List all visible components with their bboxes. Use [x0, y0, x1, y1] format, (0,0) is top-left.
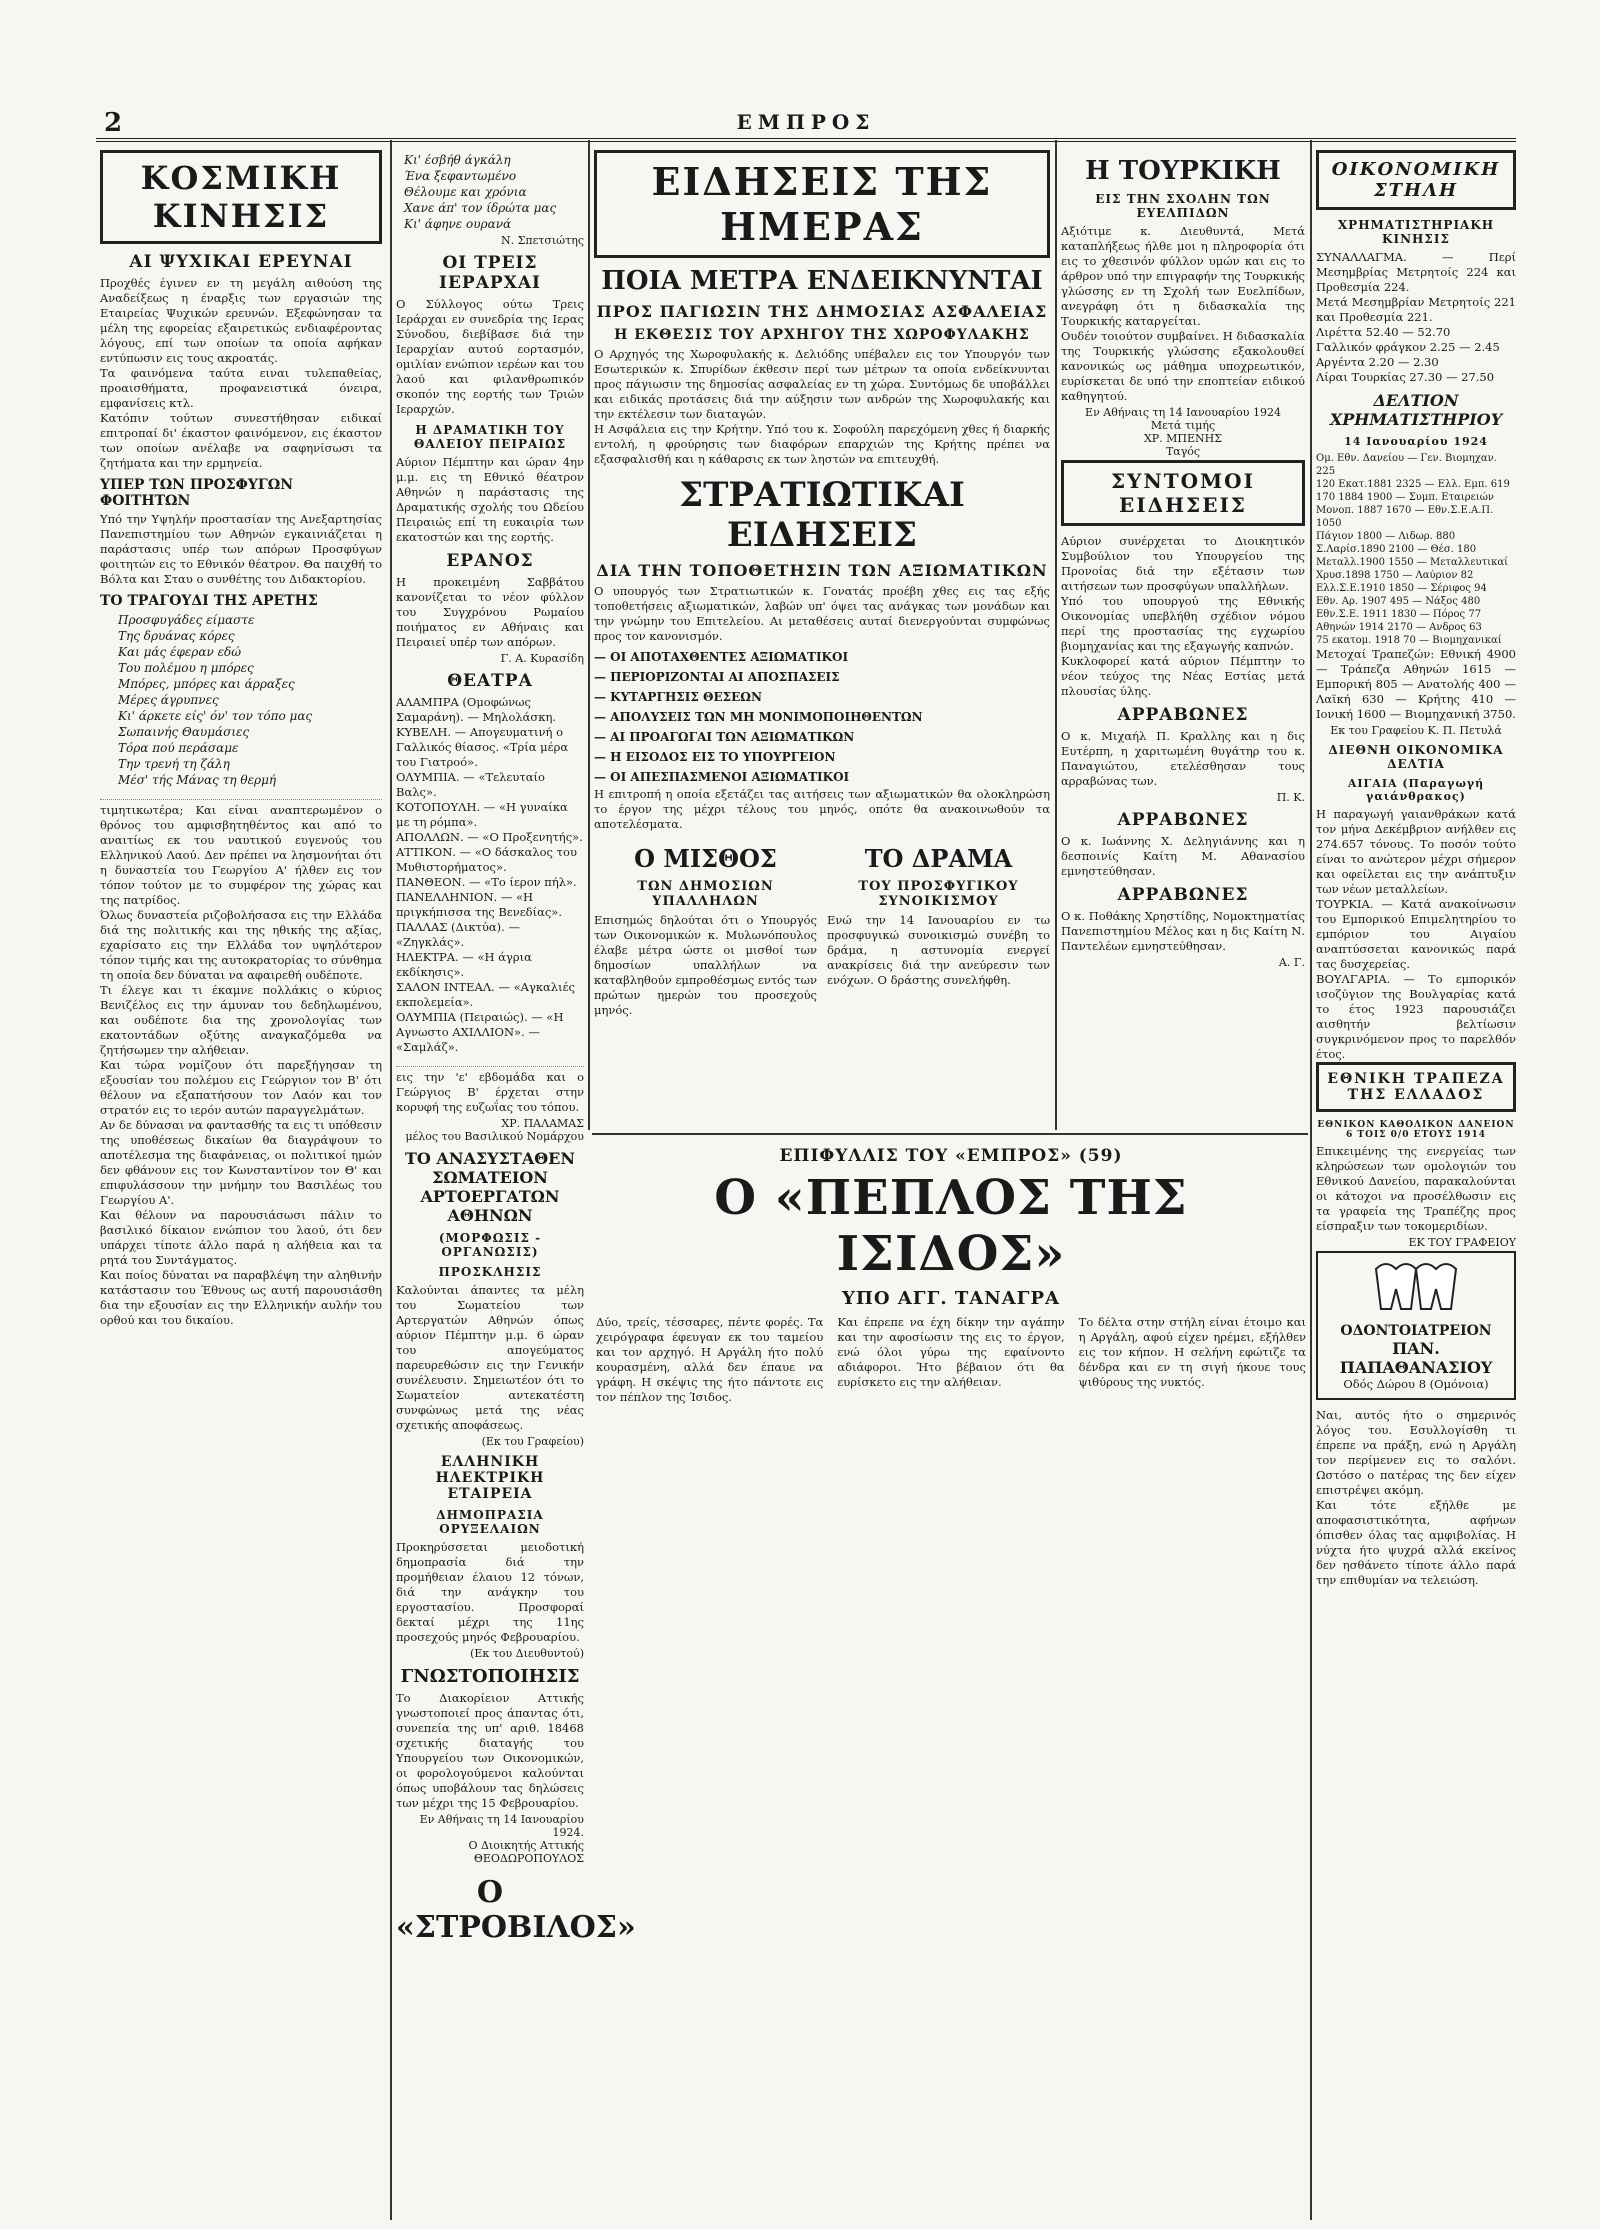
column-economic: [1316, 150, 1516, 2220]
column-rule: [588, 140, 590, 1130]
signature: Εν Αθήναις τη 14 Ιανουαρίου 1924. Ο Διοικητής Αττικής ΘΕΟΔΩΡΟΠΟΥΛΟΣ: [419, 1813, 584, 1865]
article-text: Αξιότιμε κ. Διευθυντά, Μετά καταπλήξεως ήλθε μοι η πληροφορία ότι εις το χθεσινόν φύλλον υμών και εις το άρθρον υπό την επιγραφήν της Τουρκικής γλώσσης εν τη Σχολή των Ευελπίδων, ανεγράφη ότι η διδασκαλία της Τουρκικής καταργείται.: [1061, 224, 1305, 328]
divider: [100, 791, 382, 800]
article-text: Καλούνται άπαντες τα μέλη του Σωματείου των Αρτεργατών Αθηνών όπως αύριον Πέμπτην μ.μ. 6 ώραν του απογεύματος παρευρεθώσιν εις την Γενικήν συνέλευσιν. Σημειωτέον ότι το Σωματείον αντεκατέστη συνφώνως μετά της νέας σχετικής αποφάσεως.: [396, 1283, 584, 1432]
article-text: τιμητικωτέρα; Και είναι αναπτερωμένον ο θρόνος του αμφισβητηθέντος και από το αναιτίως εκ του ναυτικού ευγενούς του Ελληνικού Λαού. Δεν πρέπει να λησμονήται ότι η δυναστεία του Γεωργίου Α' ήλθεν εις τον τόπον τούτον με το συμφέρον της χώρας και της πατρίδος.: [100, 803, 382, 907]
headline: Η ΤΟΥΡΚΙΚΗ: [1085, 156, 1281, 186]
subheading: ΑΡΡΑΒΩΝΕΣ: [1117, 810, 1249, 830]
headline: ΤΟ ΔΡΑΜΑ: [864, 844, 1013, 873]
subheading: Η ΔΡΑΜΑΤΙΚΗ ΤΟΥ ΘΑΛΕΙΟΥ ΠΕΙΡΑΙΩΣ: [413, 423, 567, 451]
subheading: ΕΡΑΝΟΣ: [446, 551, 534, 571]
article-text: Προχθές έγινεν εν τη μεγάλη αιθούση της Αναδείξεως η έναρξις των εργασιών της Εταιρείας Ψυχικών ερευνών. Εξεφώνησαν τα μέλη της εφορείας εξαιρετικώς ενδιαφέροντας λόγους, επί των οποίων τα οποία αφήκαν εντύπωσιν εις τους ακροατάς.: [100, 276, 382, 365]
article-text: Τι έλεγε και τι έκαμνε πολλάκις ο κύριος Βενιζέλος εις την άμυναν του δεδηλωμένου, και ουδέποτε δια της χρονολογίας των εκατοντάδων οξύτης αναγκαζόμεθα να ζητήσωμεν την αλήθειαν.: [100, 983, 382, 1057]
date-line: 14 Ιανουαρίου 1924: [1344, 435, 1488, 448]
article-text: Και τότε εξήλθε με αποφασιστικότητα, αφήνων όπισθεν όλας τας αμφιβολίας. Η νύχτα ήτο ψυχρά αλλά εκείνος δεν ησθάνετο τίποτε άλλο παρά την επιθυμίαν να τελειώση.: [1316, 1498, 1516, 1587]
subheading: ΕΘΝΙΚΟΝ ΚΑΘΟΛΙΚΟΝ ΔΑΝΕΙΟΝ 6 ΤΟΙΣ 0/0 ΕΤΟΥΣ 1914: [1317, 1120, 1515, 1140]
column-cosmic: [100, 150, 382, 2220]
section-header-brief: ΣΥΝΤΟΜΟΙ ΕΙΔΗΣΕΙΣ: [1061, 460, 1305, 526]
signature: (Εκ του Γραφείου): [481, 1435, 584, 1448]
exchange-rates: Λιρέττα 52.40 — 52.70 Γαλλικόν φράγκον 2.25 — 2.45 Αργέντα 2.20 — 2.30 Λίραι Τουρκίας 27.30 — 27.50: [1316, 325, 1500, 384]
signature: Α. Γ.: [1278, 956, 1305, 969]
article-text: Επικειμένης της ενεργείας των κληρώσεων των ομολογιών του Εθνικού Δανείου, παρακαλούνται οι κάτοχοι να προσέλθωσιν εις τα γραφεία της Τραπέζης προς είσπραξιν των τοκομεριδίων.: [1316, 1144, 1516, 1233]
subheading: ΕΛΛΗΝΙΚΗ ΗΛΕΚΤΡΙΚΗ ΕΤΑΙΡΕΙΑ: [435, 1454, 545, 1502]
feuilleton: [596, 1140, 1306, 2220]
subheading: — ΑΙ ΠΡΟΑΓΩΓΑΙ ΤΩΝ ΑΞΙΩΜΑΤΙΚΩΝ: [594, 730, 855, 744]
article-text: Αύριον Πέμπτην και ώραν 4ην μ.μ. εις τη Εθνικό θέατρον Αθηνών η παράστασις της Δραματικής σχολής του Ωδείου Πειραιώς επί τη ευκαιρία των εκατοστών και της εορτής.: [396, 455, 584, 544]
subheading: ΑΡΡΑΒΩΝΕΣ: [1117, 885, 1249, 905]
article-text: Η Ασφάλεια εις την Κρήτην. Υπό του κ. Σοφούλη παρεχόμενη χθες ή διαρκής εντολή, η φρούρησις των διαφόρων επαρχιών της Κρήτης πρέπει να εξασφαλισθή και η κάθαρσις εκ των ληστών να επιτευχθή.: [594, 422, 1050, 466]
poem: Προσφυγάδες είμαστε Της δρυάνας κόρες Και μάς έφεραν εδώ Του πολέμου η μπόρες Μπόρες, μπόρες και άρραξες Μέρες άγρυπνες Κι' άρκετε είς' όν' τον τόπο μας Σωπαινής Θαυμάσιες Τόρα πού περάσαμε Την τρενή τη ζάλη Μέσ' τής Μάνας τη θερμή: [118, 613, 313, 787]
article-text: Ο υπουργός των Στρατιωτικών κ. Γονατάς προέβη χθες εις τας εξής τοποθετήσεις αξιωματικών, λαβών υπ' όψει τας ανάγκας των μονάδων και την γνώμην του Επιτελείου. Αι μεταθέσεις αυταί διενεργούνται συμφώνως προς τον κανονισμόν.: [594, 584, 1050, 643]
feuilleton-author: ΥΠΟ ΑΓΓ. ΤΑΝΑΓΡΑ: [842, 1288, 1060, 1309]
article-text: Η παραγωγή γαιανθράκων κατά τον μήνα Δεκέμβριον ανήλθεν εις 274.657 τόνους. Το ποσόν τούτο είναι το ανώτερον μέχρι σήμερον και οφείλεται εις την ανάπτυξιν των νέων μεταλλείων.: [1316, 807, 1516, 896]
article-text: ΤΟΥΡΚΙΑ. — Κατά ανακοίνωσιν του Εμπορικού Επιμελητηρίου το εμπόριον του Αιγαίου αναπτύσσεται κανονικώς παρά τας δυσχερείας.: [1316, 897, 1516, 971]
column-misc: [396, 150, 636, 2220]
article-text: Δύο, τρείς, τέσσαρες, πέντε φορές. Τα χειρόγραφα έφευγαν εκ του ταμείου και τον αρχηγό. Η Αργάλη ήτο πολύ κουρασμένη, αλλά δεν έπαυε να γράφη. Η σκέψις της ήτο πάντοτε εις τον πέπλον της Ίσιδος.: [596, 1315, 824, 1404]
headline: ΣΤΡΑΤΙΩΤΙΚΑΙ ΕΙΔΗΣΕΙΣ: [679, 475, 965, 555]
headline: Ο ΜΙΣΘΟΣ: [634, 844, 777, 873]
stock-table: Ομ. Εθν. Δανείου — Γεν. Βιομηχαν. 225 120 Εκατ.1881 2325 — Ελλ. Εμπ. 619 170 1884 1900 — Συμπ. Εταιρειών Μονοπ. 1887 1670 — Εθν.Σ.Ε.Α.Π. 1050 Πάγιον 1800 — Λιδωρ. 880 Σ.Λαρίσ.1890 2100 — Θέσ. 180 Μεταλλ.1900 1550 — Μεταλλευτικαί Χρυσ.1898 1750 — Λαύριον 82 Ελλ.Σ.Ε.1910 1850 — Σέριφος 94 Εθν. Αρ. 1907 495 — Νάξος 480 Εθν.Σ.Ε. 1911 1830 — Πόρος 77 Αθηνών 1914 2170 — Ανδρος 63 75 εκατομ. 1918 70 — Βιομηχανικαί: [1316, 453, 1510, 646]
signature: Ν. Σπετσιώτης: [500, 234, 584, 247]
headline-sub: ΤΩΝ ΔΗΜΟΣΙΩΝ ΥΠΑΛΛΗΛΩΝ: [637, 879, 774, 909]
column-turkish: [1061, 150, 1305, 1130]
page-number: 2: [104, 108, 123, 138]
subheading: ΑΙΓΑΙΑ (Παραγωγή γαιάνθρακος): [1347, 777, 1485, 803]
article-text: Μετοχαί Τραπεζών: Εθνική 4900 — Τράπεζα Αθηνών 1615 — Εμπορική 805 — Ανατολής 400 — Λαϊκή 630 — Κρήτης 410 — Ιονική 1600 — Βιομηχανική 3750.: [1316, 647, 1516, 721]
subheading: ΤΟ ΑΝΑΣΥΣΤΑΘΕΝ ΣΩΜΑΤΕΙΟΝ ΑΡΤΟΕΡΓΑΤΩΝ ΑΘΗΝΩΝ: [405, 1149, 575, 1225]
article-text: Η προκειμένη Σαββάτου κανονίζεται το νέον φύλλον του Συγχρόνου Ρωμαίου ποιήματος εν Αθήναις και Πειραιεί υπέρ των απόρων.: [396, 575, 584, 649]
headline-sub: Η ΕΚΘΕΣΙΣ ΤΟΥ ΑΡΧΗΓΟΥ ΤΗΣ ΧΩΡΟΦΥΛΑΚΗΣ: [614, 327, 1030, 343]
subheading: ΠΡΟΣΚΛΗΣΙΣ: [438, 1265, 542, 1279]
subheading: — ΟΙ ΑΠΕΣΠΑΣΜΕΝΟΙ ΑΞΙΩΜΑΤΙΚΟΙ: [594, 770, 850, 784]
subheading: — ΚΥΤΑΡΓΗΣΙΣ ΘΕΣΕΩΝ: [594, 690, 762, 704]
signature: (Εκ του Διευθυντού): [470, 1647, 584, 1660]
tooth-icon: [1356, 1259, 1476, 1319]
newspaper-name: ΕΜΠΡΟΣ: [736, 110, 876, 134]
article-text: Υπό του υπουργού της Εθνικής Οικονομίας υπεβλήθη σχέδιον νόμου περί της προστασίας της εγχωρίου βιομηχανίας και της εξαγωγής καπνών.: [1061, 594, 1305, 653]
news-bottom-row: [594, 838, 1050, 1018]
advert-line: ΟΔΟΝΤΟΙΑΤΡΕΙΟΝ: [1340, 1323, 1492, 1339]
article-text: Το Διακορίειον Αττικής γνωστοποιεί προς άπαντας ότι, συνεπεία της υπ' αριθ. 18468 σχετικής διαταγής του Υπουργείου των Οικονομικών, οι φορολογούμενοι καλούνται όπως υποβάλουν τας δηλώσεις των μέχρι της 15 Φεβρουαρίου.: [396, 1691, 584, 1810]
article-text: εις την 'ε' εβδομάδα και ο Γεώργιος Β' έρχεται στην κορυφή της ευζωΐας του τόπου.: [396, 1070, 584, 1114]
subheading: ΟΙ ΤΡΕΙΣ ΙΕΡΑΡΧΑΙ: [439, 253, 541, 293]
subheading: ΑΙ ΨΥΧΙΚΑΙ ΕΡΕΥΝΑΙ: [129, 252, 353, 272]
subheading: ΘΕΑΤΡΑ: [447, 671, 533, 691]
column-rule: [1310, 140, 1312, 2220]
article-text: Ενώ την 14 Ιανουαρίου εν τω προσφυγικώ συνοικισμώ συνέβη το δράμα, η αστυνομία ενεργεί ανακρίσεις διά την ανεύρεσιν των ενόχων. Ο δράστης συνελήφθη.: [827, 913, 1050, 987]
headline-sub: ΔΙΑ ΤΗΝ ΤΟΠΟΘΕΤΗΣΙΝ ΤΩΝ ΑΞΙΩΜΑΤΙΚΩΝ: [596, 561, 1048, 580]
article-text: Επισημώς δηλούται ότι ο Υπουργός των Οικονομικών κ. Μυλωνόπουλος έλαβε μέτρα ώστε οι μισθοί των δημοσίων υπαλλήλων να καταβληθούν εμπροθέσμως εντός των πρώτων ημερών του προσεχούς μηνός.: [594, 913, 817, 1017]
dentist-advert: [1316, 1251, 1516, 1400]
headline: ΔΕΛΤΙΟΝ ΧΡΗΜΑΤΙΣΤΗΡΙΟΥ: [1329, 391, 1503, 429]
masthead: [96, 108, 1516, 142]
feuilleton-title: Ο «ΠΕΠΛΟΣ ΤΗΣ ΙΣΙΔΟΣ»: [714, 1170, 1188, 1282]
article-text: Ο κ. Μιχαήλ Π. Κραλλης και η δις Ευτέρπη, η χαριτωμένη θυγάτηρ του κ. Παναγιώτου, ετελέσθησαν τους αρραβώνας των.: [1061, 729, 1305, 788]
signature: Π. Κ.: [1276, 791, 1305, 804]
headline-sub: ΕΙΣ ΤΗΝ ΣΧΟΛΗΝ ΤΩΝ ΕΥΕΛΠΙΔΩΝ: [1095, 192, 1271, 220]
article-text: Αύριον συνέρχεται το Διοικητικόν Συμβούλιον του Υπουργείου της Προνοίας διά την εξέτασιν των αιτήσεων των προσφύγων υπαλλήλων.: [1061, 534, 1305, 593]
column-rule: [390, 140, 392, 2220]
article-text: Ο Σύλλογος ούτω Τρεις Ιεράρχαι εν συνεδρία της Ιερας Σύνοδου, διεβίβασε διά την Ιεραρχίαν αυτού εορτασμόν, ομιλίαν ενώπιον ιερέων και του λαού και φιλανθρωπικόν σκοπόν της εορτής των Τριών Ιεραρχών.: [396, 297, 584, 416]
poem-title: ΤΟ ΤΡΑΓΟΥΔΙ ΤΗΣ ΑΡΕΤΗΣ: [100, 593, 318, 609]
article-text: Και τώρα νομίζουν ότι παρεξήγησαν τη εξουσίαν του πολέμου εις Γεώργιον τον Β' ότι θέλουν να εξαπατήσουν τον Λαόν και τον στρατόν εις το ιερόν αυτών παραγγελμάτων.: [100, 1058, 382, 1117]
subheading: ΑΡΡΑΒΩΝΕΣ: [1117, 705, 1249, 725]
article-text: Υπό την Υψηλήν προστασίαν της Ανεξαρτησίας Πανεπιστημίου των Αθηνών εγκαινιάζεται η παράστασις υπέρ των απόρων Προσφύγων φοιτητών εις το Εθνικόν θέατρον. Θα παιχθή το Βόλτα και Σταυ ο συνθέτης του Διδακτορίου.: [100, 512, 382, 586]
poem-continued: Κι' έσβήθ άγκάλη Ένα ξεφαντωμένο Θέλουμε και χρόνια Χανε άπ' τον ίδρώτα μας Κι' άφηνε ουρανά: [404, 153, 557, 231]
article-text: Προκηρύσσεται μειοδοτική δημοπρασία διά την προμήθειαν έλαιου 12 τόνων, διά την ανάγκην του εργοστασίου. Προσφοραί δεκταί μέχρι της 11ης προσεχούς μηνός Φεβρουαρίου.: [396, 1540, 584, 1644]
subheading: — ΠΕΡΙΟΡΙΖΟΝΤΑΙ ΑΙ ΑΠΟΣΠΑΣΕΙΣ: [594, 670, 840, 684]
signature: Εν Αθήναις τη 14 Ιανουαρίου 1924 Μετά τιμής ΧΡ. ΜΠΕΝΗΣ Ταγός: [1085, 406, 1281, 458]
column-news: [594, 150, 1050, 1130]
article-text: Και ποίος δύναται να παραβλέψη την αληθινήν κατάστασιν του Έθνους ως αυτή παρουσιάσθη δια την εξουσίαν εις την Ελληνικήν αυλήν του ορθού και του δικαίου.: [100, 1268, 382, 1327]
subheading: — ΑΠΟΛΥΣΕΙΣ ΤΩΝ ΜΗ ΜΟΝΙΜΟΠΟΙΗΘΕΝΤΩΝ: [594, 710, 923, 724]
article-text: Τα φαινόμενα ταύτα ειναι τυλεπαθείας, προαισθήματα, προφανειστικά όνειρα, εμφανίσεις κτλ.: [100, 366, 382, 410]
signature: ΧΡ. ΠΑΛΑΜΑΣ μέλος του Βασιλικού Νομάρχου: [405, 1117, 584, 1143]
article-text: Η επιτροπή η οποία εξετάζει τας αιτήσεις των αξιωματικών θα ολοκληρώση το έργον της μέχρι τέλους του μηνός, οπότε θα ανακοινωθούν τα αποτελέσματα.: [594, 787, 1050, 831]
article-text: Και θέλουν να παρουσιάσωσι πάλιν το βασιλικό δίκαιον ενώπιον του λαού, ότι δεν υπάρχει τίποτε άλλο παρά η αλήθεια και τα ρητά του Συντάγματος.: [100, 1208, 382, 1267]
article-text: Ναι, αυτός ήτο ο σημερινός λόγος του. Εσυλλογίσθη τι έπρεπε να πράξη, ενώ η Αργάλη τον περίμενεν εις το σαλόνι. Ωστόσο ο πατέρας της δεν είχεν επιστρέψει ακόμη.: [1316, 1408, 1516, 1497]
section-header-cosmic: ΚΟΣΜΙΚΗ ΚΙΝΗΣΙΣ: [100, 150, 382, 244]
subheading: ΓΝΩΣΤΟΠΟΙΗΣΙΣ: [400, 1666, 580, 1687]
article-text: Όλως δυναστεία ριζοβολήσασα εις την Ελλάδα διά της πολιτικής και της ηθικής της αξίας, εχαρίσατο εις την Ελλάδα τον υψηλότερον τόπον τιμής και της αυτοκρατορίας το σύνθημα τη οποία δεν δύναται να αφαιρεθή ουδέποτε.: [100, 908, 382, 982]
article-text: Ο κ. Ποθάκης Χρηστίδης, Νομοκτηματίας Πανεπιστημίου Μέλος και η δις Καίτη Ν. Παντελέων εμνηστεύθησαν.: [1061, 909, 1305, 953]
advert-line: Οδός Δώρου 8 (Ομόνοια): [1343, 1377, 1489, 1391]
article-text: Το δέλτα στην στήλη είναι έτοιμο και η Αργάλη, αφού είχεν ηρέμει, εξήλθεν εις τον κήπον. Η σελήνη εφώτιζε τα δένδρα και εν τη σιγή ήκουε τους ψιθύρους της νυκτός.: [1078, 1315, 1306, 1389]
article-text: Αν δε δύνασαι να φαντασθής τα εις τι υπόθεσιν της υποθέσεως δικαίων θα διαγράψουν το αποτέλεσμα της διαφάνειας, οι πολιτικοί ημών δεν φθάνουν εις τον Κωνσταντίνον τον Θ' και επιφυλάσσουν την μνήμην του Βασιλέως του Γεωργίου Α'.: [100, 1118, 382, 1207]
section-header-economic: ΟΙΚΟΝΟΜΙΚΗ ΣΤΗΛΗ: [1316, 150, 1516, 210]
advert-strovilos: Ο «ΣΤΡΟΒΙΛΟΣ»: [396, 1875, 636, 1945]
subheading: ΔΙΕΘΝΗ ΟΙΚΟΝΟΜΙΚΑ ΔΕΛΤΙΑ: [1328, 743, 1504, 771]
signature: Γ. Α. Κυρασίδη: [500, 652, 584, 665]
subheading: ΧΡΗΜΑΤΙΣΤΗΡΙΑΚΗ ΚΙΝΗΣΙΣ: [1337, 218, 1495, 246]
article-text: ΣΥΝΑΛΛΑΓΜΑ. — Περί Μεσημβρίας Μετρητοίς 224 και Προθεσμία 224. Μετά Μεσημβρίαν Μετρητοίς 221 και Προθεσμία 221.: [1316, 250, 1516, 324]
drama-article: [827, 838, 1050, 1018]
article-text: Και έπρεπε να έχη δίκην την αγάπην και την αφοσίωσιν της εις το έργον, ενώ όλοι γύρω της εφαίνοντο αδιάφοροι. Ήτο βέβαιον ότι θα ευρίσκετο εις την αλήθειαν.: [837, 1315, 1065, 1389]
salary-article: [594, 838, 817, 1018]
advert-line: ΠΑΝ. ΠΑΠΑΘΑΝΑΣΙΟΥ: [1339, 1339, 1493, 1377]
subheading: ΔΗΜΟΠΡΑΣΙΑ ΟΡΥΞΕΛΑΙΩΝ: [436, 1508, 544, 1536]
subheading: — Η ΕΙΣΟΔΟΣ ΕΙΣ ΤΟ ΥΠΟΥΡΓΕΙΟΝ: [594, 750, 836, 764]
article-text: ΒΟΥΛΓΑΡΙΑ. — Το εμπορικόν ισοζύγιον της Βουλγαρίας κατά το έτος 1923 παρουσιάζει αισθητήν βελτίωσιν συγκρινόμενον προς το παρελθόν έτος.: [1316, 972, 1516, 1061]
article-text: Κυκλοφορεί κατά αύριον Πέμπτην το νέον τεύχος της Νέας Εστίας μετά πλουσίας ύλης.: [1061, 654, 1305, 698]
column-rule: [1055, 140, 1057, 1130]
section-rule: [592, 1133, 1308, 1135]
bank-header: ΕΘΝΙΚΗ ΤΡΑΠΕΖΑ ΤΗΣ ΕΛΛΑΔΟΣ: [1316, 1062, 1516, 1112]
section-header-news: ΕΙΔΗΣΕΙΣ ΤΗΣ ΗΜΕΡΑΣ: [594, 150, 1050, 258]
source-note: Εκ του Γραφείου Κ. Π. Πετυλά: [1330, 724, 1502, 737]
subheading: — ΟΙ ΑΠΟΤΑΧΘΕΝΤΕΣ ΑΞΙΩΜΑΤΙΚΟΙ: [594, 650, 849, 664]
article-text: Ο Αρχηγός της Χωροφυλακής κ. Δελιόδης υπέβαλεν εις τον Υπουργόν των Εσωτερικών κ. Σπυρίδων έκθεσιν περί των μέτρων τα οποία ενδείκνυνται προς πάγιωσιν της δημοσίας ασφαλείας εν τη χώρα. Συντόμως δε υποβάλλει και ειδικάς προτάσεις διά την αύξησιν των ανδρών της Χωροφυλακής και την εκτέλεσιν των διαταγών.: [594, 347, 1050, 421]
theatre-listings: ΑΛΑΜΠΡΑ (Ομοφώνως Σαμαράνη). — Μηλολάσκη. ΚΥΒΕΛΗ. — Απογευματινή ο Γαλλικός θίασος. «Τρία μέρα του Γιατροό». ΟΛΥΜΠΙΑ. — «Τελευταίο Βαλς». ΚΟΤΟΠΟΥΛΗ. — «Η γυναίκα με τη ρόμπα». ΑΠΟΛΛΩΝ. — «Ο Προξενητής». ΑΤΤΙΚΟΝ. — «Ο δάσκαλος του Μυθιστορήματος». ΠΑΝΘΕΟΝ. — «Το ίερον πήλ». ΠΑΝΕΛΛΗΝΙΟΝ. — «Η πριγκήπισσα της Βενεδίας». ΠΑΛΛΑΣ (Δικτύα). — «Ζηγκλάς». ΗΛΕΚΤΡΑ. — «Η άγρια εκδίκησις». ΣΑΛΟΝ ΙΝΤΕΑΛ. — «Αγκαλιές εκπολεμεία». ΟΛΥΜΠΙΑ (Πειραιώς). — «Η Αγνωστο ΑΧΙΛΛΙΟΝ». — «Σαμλάζ».: [396, 695, 583, 1054]
headline: ΠΟΙΑ ΜΕΤΡΑ ΕΝΔΕΙΚΝΥΝΤΑΙ: [601, 266, 1043, 296]
feuilleton-body: [596, 1315, 1306, 1405]
feuilleton-label: ΕΠΙΦΥΛΛΙΣ ΤΟΥ «ΕΜΠΡΟΣ» (59): [779, 1146, 1123, 1166]
article-text: Ο κ. Ιωάννης Χ. Δεληγιάννης και η δεσποινίς Καίτη Μ. Αθανασίου εμνηστεύθησαν.: [1061, 834, 1305, 878]
signature: ΕΚ ΤΟΥ ΓΡΑΦΕΙΟΥ: [1408, 1236, 1516, 1249]
article-text: Ουδέν τοιούτον συμβαίνει. Η διδασκαλία της Τουρκικής γλώσσης εξακολουθεί κανονικώς ως μάθημα υποχρεωτικόν, ευρίσκεται δε υπό την εποπτείαν ειδικού καθηγητού.: [1061, 329, 1305, 403]
subheading: (ΜΟΡΦΩΣΙΣ - ΟΡΓΑΝΩΣΙΣ): [438, 1231, 542, 1259]
subheading: ΥΠΕΡ ΤΩΝ ΠΡΟΣΦΥΓΩΝ ΦΟΙΤΗΤΩΝ: [100, 477, 294, 509]
headline-sub: ΤΟΥ ΠΡΟΣΦΥΓΙΚΟΥ ΣΥΝΟΙΚΙΣΜΟΥ: [858, 879, 1019, 909]
article-text: Κατόπιν τούτων συνεστήθησαν ειδικαί επιτροπαί δι' έκαστον φαινόμενον, εις έκαστον των οποίων ανέλαβε να σαφηνίσωσι τα ζητήματα και την ερμηνεία.: [100, 411, 382, 470]
divider: [396, 1058, 584, 1067]
headline-sub: ΠΡΟΣ ΠΑΓΙΩΣΙΝ ΤΗΣ ΔΗΜΟΣΙΑΣ ΑΣΦΑΛΕΙΑΣ: [596, 302, 1048, 321]
